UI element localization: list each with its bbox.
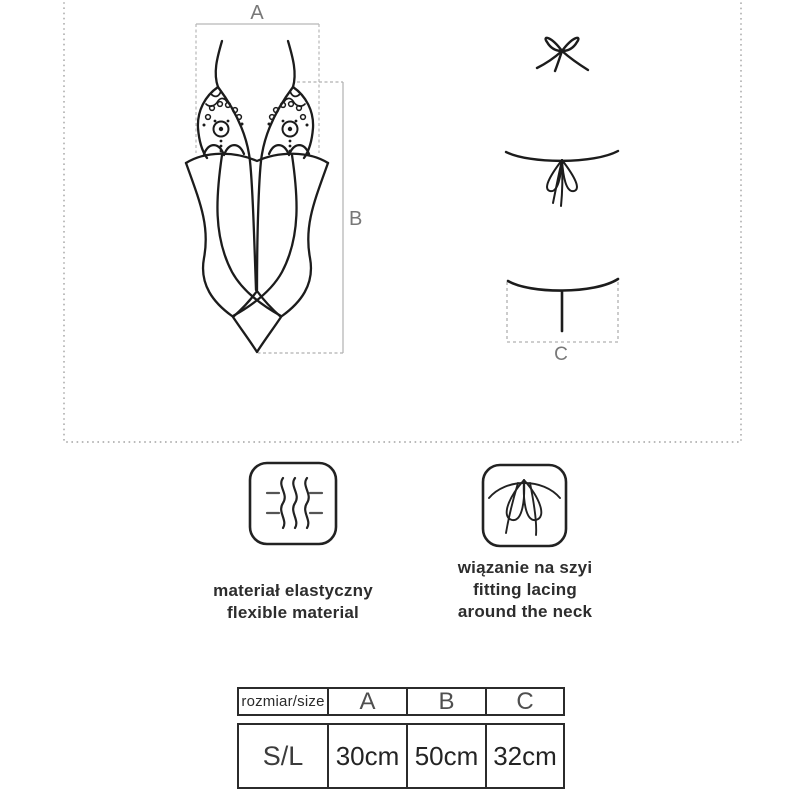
caption-line: wiązanie na szyi [457, 558, 593, 577]
caption-line: fitting lacing [473, 580, 577, 599]
size-table-header-row [237, 687, 565, 716]
dotted-border [64, 0, 741, 442]
header-cell-a: A [327, 689, 406, 714]
size-table [237, 687, 565, 789]
measure-label-c: C [554, 344, 568, 365]
cell-measure-b: 50cm [406, 725, 485, 787]
cell-size-sl: S/L [262, 740, 304, 771]
neck-lacing-caption [395, 557, 655, 623]
elastic-material-caption [163, 580, 423, 624]
header-cell-b: B [406, 689, 485, 714]
cell-measure-a: 30cm [327, 725, 406, 787]
neck-lacing-icon [481, 463, 568, 548]
caption-line: materiał elastyczny [213, 581, 373, 600]
bodysuit-drawing [186, 41, 328, 352]
measure-label-a: A [250, 2, 264, 24]
caption-line: around the neck [457, 602, 593, 621]
neck-tie-knot-drawing [537, 38, 588, 71]
back-waist-seam-drawing [507, 279, 618, 342]
measure-label-b: B [349, 208, 363, 230]
back-neckline-bow-drawing [506, 151, 618, 206]
caption-line: flexible material [227, 603, 359, 622]
cell-measure-c: 32cm [485, 725, 563, 787]
header-cell-c: C [485, 689, 563, 714]
size-table-data-row [237, 723, 565, 789]
header-cell-rozmiar-size: rozmiar/size [241, 693, 325, 710]
elastic-material-icon [248, 461, 338, 546]
